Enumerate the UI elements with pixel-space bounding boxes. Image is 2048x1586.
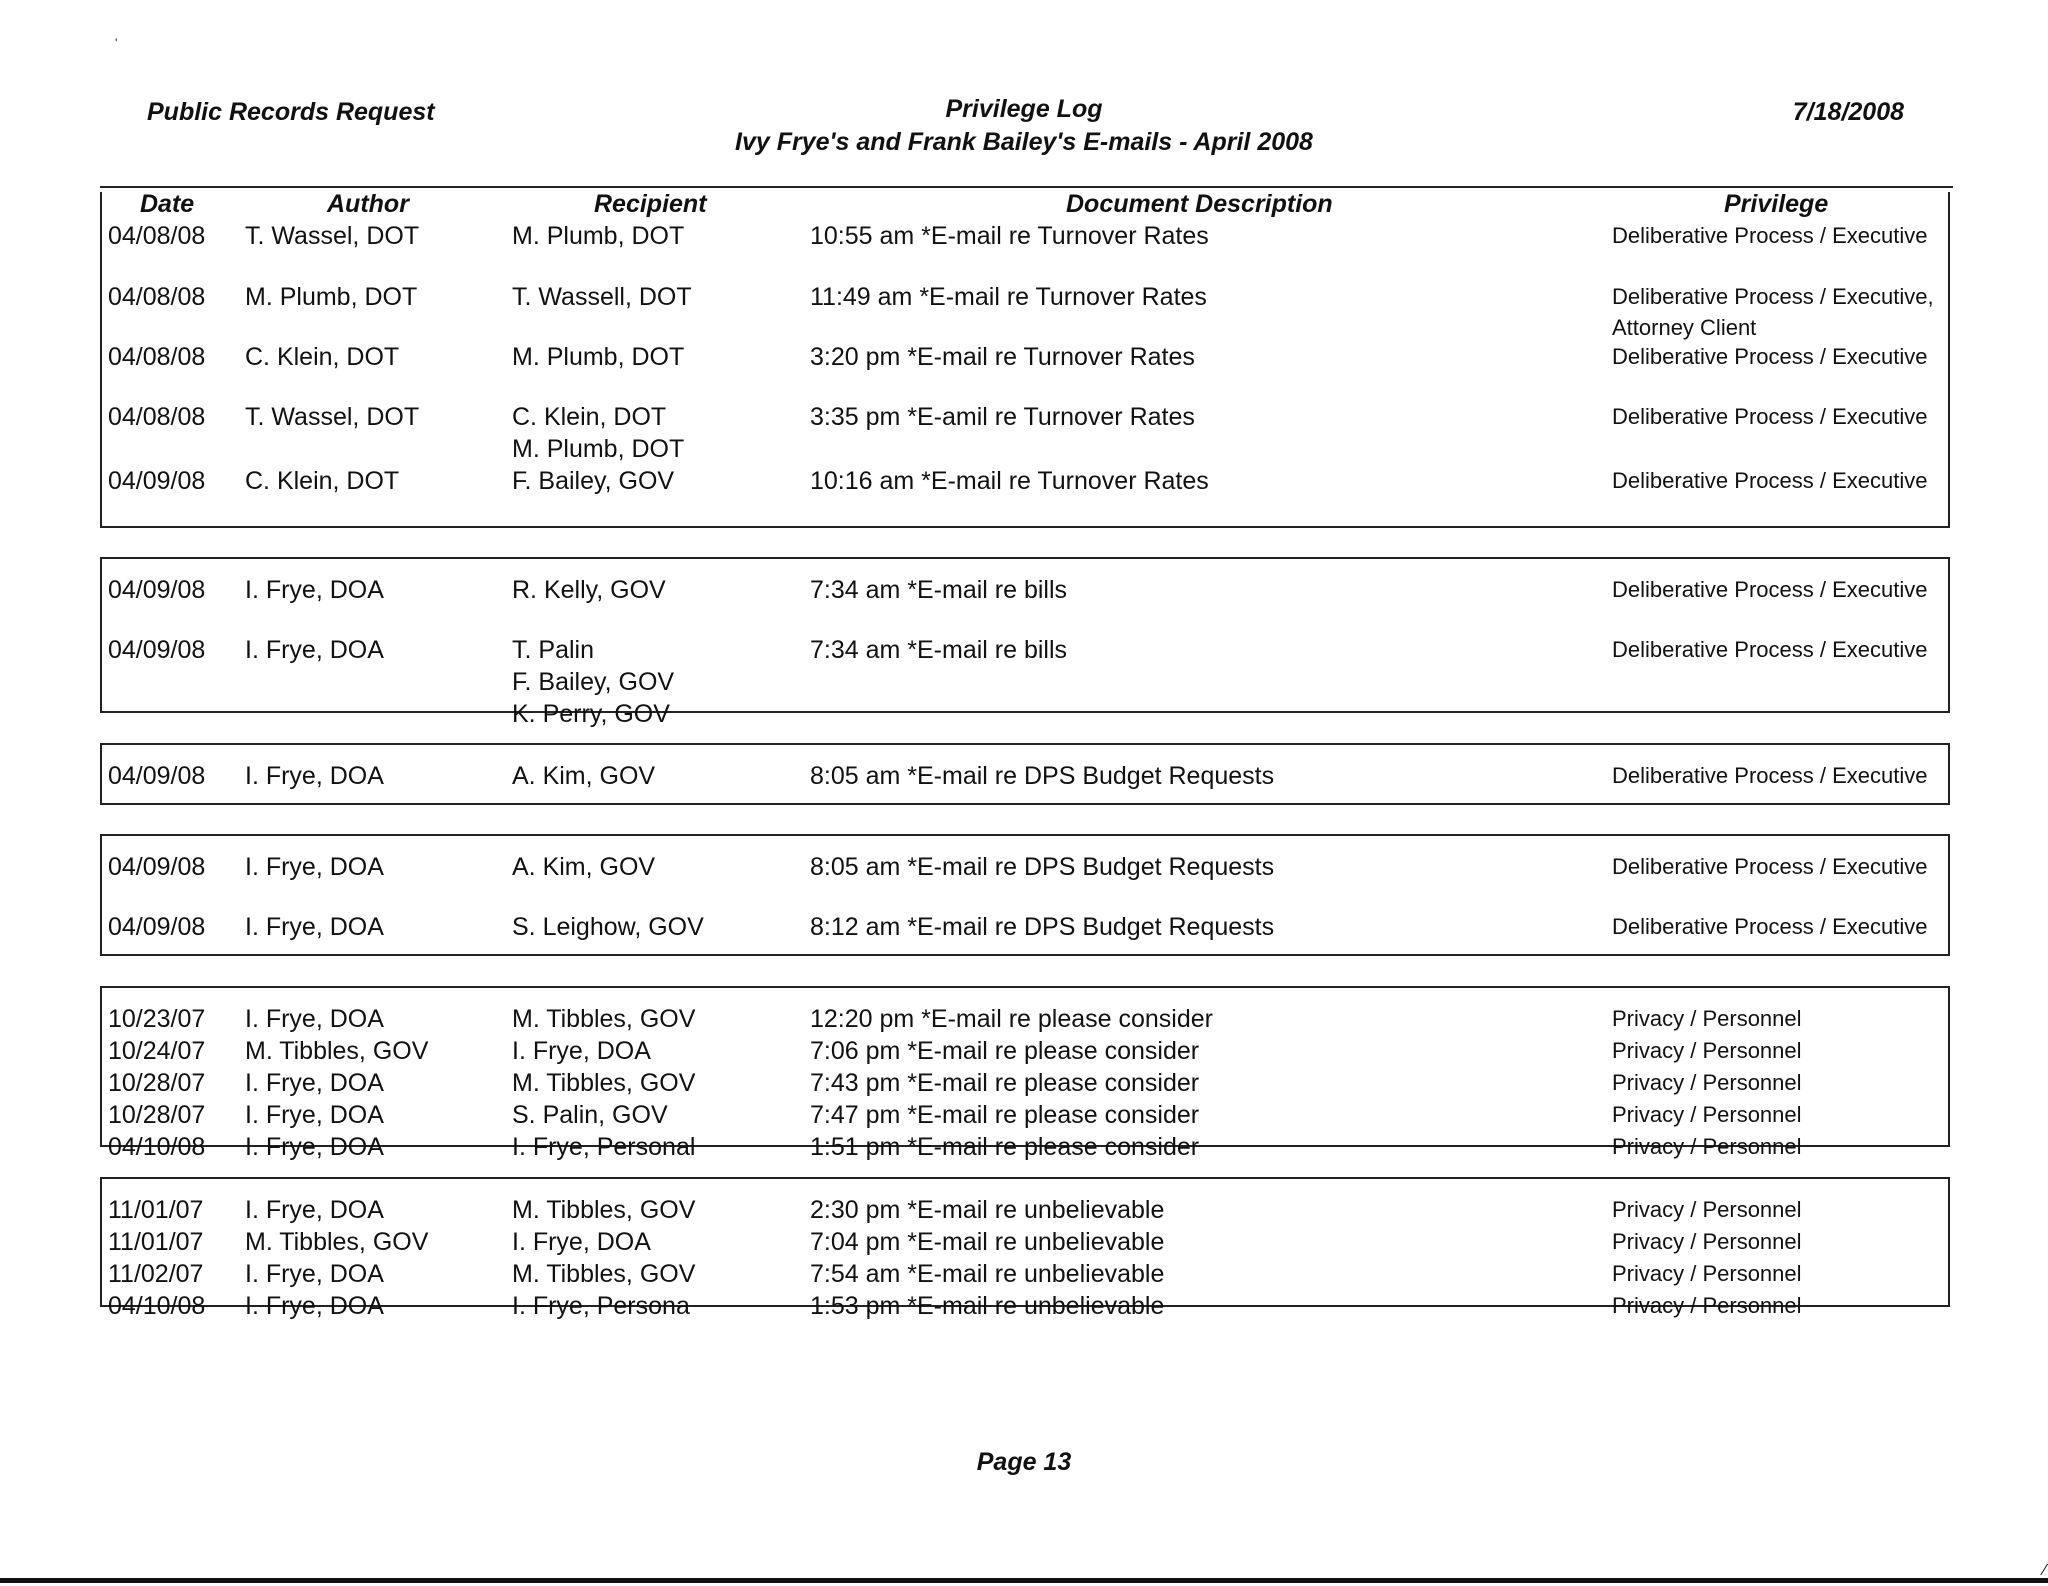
cell-description: 7:47 pm *E-mail re please consider bbox=[810, 1101, 1200, 1129]
header-rule bbox=[100, 186, 1953, 188]
cell-author: T. Wassel, DOT bbox=[245, 222, 420, 250]
cell-privilege bbox=[1612, 1003, 1802, 1034]
recipient-line: A. Kim, GOV bbox=[512, 853, 656, 881]
cell-author: I. Frye, DOA bbox=[245, 853, 384, 881]
cell-privilege bbox=[1612, 574, 1927, 605]
recipient-line: I. Frye, Personal bbox=[512, 1133, 696, 1161]
recipient-line: M. Plumb, DOT bbox=[512, 343, 685, 371]
column-header-recipient: Recipient bbox=[594, 190, 707, 218]
cell-privilege bbox=[1612, 1131, 1802, 1162]
cell-date: 04/09/08 bbox=[108, 762, 206, 790]
recipient-line: S. Leighow, GOV bbox=[512, 913, 704, 941]
cell-privilege bbox=[1612, 1258, 1802, 1289]
recipient-line: R. Kelly, GOV bbox=[512, 576, 666, 604]
cell-description: 8:05 am *E-mail re DPS Budget Requests bbox=[810, 762, 1275, 790]
recipient-line: S. Palin, GOV bbox=[512, 1101, 668, 1129]
privilege-line: Deliberative Process / Executive bbox=[1612, 854, 1928, 879]
cell-author: I. Frye, DOA bbox=[245, 1133, 384, 1161]
log-group bbox=[100, 1177, 1950, 1320]
cell-description: 7:43 pm *E-mail re please consider bbox=[810, 1069, 1200, 1097]
document-title: Privilege Log bbox=[945, 95, 1103, 123]
cell-description: 11:49 am *E-mail re Turnover Rates bbox=[810, 283, 1207, 311]
cell-date: 04/08/08 bbox=[108, 403, 206, 431]
cell-recipient bbox=[512, 760, 655, 792]
recipient-line: M. Plumb, DOT bbox=[512, 435, 685, 463]
cell-description: 7:04 pm *E-mail re unbelievable bbox=[810, 1228, 1165, 1256]
recipient-line: M. Plumb, DOT bbox=[512, 222, 685, 250]
cell-description: 8:12 am *E-mail re DPS Budget Requests bbox=[810, 913, 1275, 941]
privilege-line: Privacy / Personnel bbox=[1612, 1038, 1802, 1063]
recipient-line: M. Tibbles, GOV bbox=[512, 1005, 696, 1033]
cell-date: 11/01/07 bbox=[108, 1228, 204, 1256]
recipient-line: K. Perry, GOV bbox=[512, 700, 670, 728]
recipient-line: I. Frye, Persona bbox=[512, 1292, 690, 1320]
cell-description: 2:30 pm *E-mail re unbelievable bbox=[810, 1196, 1165, 1224]
bottom-rule bbox=[0, 1578, 2048, 1583]
cell-privilege bbox=[1612, 760, 1927, 791]
privilege-line: Deliberative Process / Executive bbox=[1612, 914, 1928, 939]
cell-recipient bbox=[512, 281, 692, 313]
cell-author: I. Frye, DOA bbox=[245, 1101, 384, 1129]
cell-recipient bbox=[512, 401, 684, 465]
cell-privilege bbox=[1612, 911, 1927, 942]
privilege-line: Privacy / Personnel bbox=[1612, 1293, 1802, 1318]
log-group bbox=[100, 557, 1950, 728]
privilege-line: Attorney Client bbox=[1612, 315, 1757, 340]
cell-date: 04/08/08 bbox=[108, 283, 206, 311]
cell-author: M. Tibbles, GOV bbox=[245, 1228, 429, 1256]
cell-description: 7:34 am *E-mail re bills bbox=[810, 576, 1068, 604]
cell-privilege bbox=[1612, 220, 1927, 251]
recipient-line: F. Bailey, GOV bbox=[512, 668, 675, 696]
cell-author: C. Klein, DOT bbox=[245, 343, 400, 371]
cell-description: 7:54 am *E-mail re unbelievable bbox=[810, 1260, 1165, 1288]
cell-privilege bbox=[1612, 851, 1927, 882]
privilege-line: Deliberative Process / Executive, bbox=[1612, 284, 1934, 309]
privilege-line: Privacy / Personnel bbox=[1612, 1070, 1802, 1095]
cell-description: 12:20 pm *E-mail re please consider bbox=[810, 1005, 1213, 1033]
privilege-line: Deliberative Process / Executive bbox=[1612, 404, 1928, 429]
cell-date: 04/08/08 bbox=[108, 343, 206, 371]
cell-recipient bbox=[512, 1131, 695, 1163]
recipient-line: M. Tibbles, GOV bbox=[512, 1260, 696, 1288]
cell-author: I. Frye, DOA bbox=[245, 636, 384, 664]
request-type-label: Public Records Request bbox=[147, 98, 435, 126]
cell-description: 10:55 am *E-mail re Turnover Rates bbox=[810, 222, 1209, 250]
cell-recipient bbox=[512, 634, 674, 730]
privilege-line: Privacy / Personnel bbox=[1612, 1261, 1802, 1286]
cell-recipient bbox=[512, 220, 684, 252]
cell-date: 04/10/08 bbox=[108, 1133, 206, 1161]
privilege-line: Deliberative Process / Executive bbox=[1612, 468, 1928, 493]
column-header-author: Author bbox=[327, 190, 409, 218]
document-title-block bbox=[0, 93, 2048, 159]
privilege-line: Privacy / Personnel bbox=[1612, 1229, 1802, 1254]
cell-date: 10/23/07 bbox=[108, 1005, 206, 1033]
cell-author: I. Frye, DOA bbox=[245, 1069, 384, 1097]
cell-recipient bbox=[512, 1067, 695, 1099]
scan-corner-mark: ⁄ bbox=[2043, 1562, 2046, 1579]
cell-date: 04/09/08 bbox=[108, 467, 206, 495]
cell-recipient bbox=[512, 1226, 651, 1258]
recipient-line: M. Tibbles, GOV bbox=[512, 1069, 696, 1097]
cell-description: 3:35 pm *E-amil re Turnover Rates bbox=[810, 403, 1195, 431]
page-number: Page 13 bbox=[976, 1448, 1072, 1476]
recipient-line: C. Klein, DOT bbox=[512, 403, 667, 431]
cell-privilege bbox=[1612, 1226, 1802, 1257]
cell-recipient bbox=[512, 1194, 695, 1226]
cell-recipient bbox=[512, 1099, 668, 1131]
privilege-line: Privacy / Personnel bbox=[1612, 1102, 1802, 1127]
cell-recipient bbox=[512, 911, 704, 943]
log-group bbox=[100, 743, 1950, 805]
cell-author: I. Frye, DOA bbox=[245, 1005, 384, 1033]
cell-privilege bbox=[1612, 281, 1934, 343]
log-group bbox=[100, 986, 1950, 1161]
cell-recipient bbox=[512, 1258, 695, 1290]
cell-date: 10/24/07 bbox=[108, 1037, 206, 1065]
recipient-line: I. Frye, DOA bbox=[512, 1228, 651, 1256]
cell-description: 8:05 am *E-mail re DPS Budget Requests bbox=[810, 853, 1275, 881]
cell-recipient bbox=[512, 465, 674, 497]
scan-mark: ' bbox=[115, 36, 118, 50]
cell-privilege bbox=[1612, 1067, 1802, 1098]
cell-date: 04/08/08 bbox=[108, 222, 206, 250]
privilege-line: Deliberative Process / Executive bbox=[1612, 577, 1928, 602]
cell-author: I. Frye, DOA bbox=[245, 1292, 384, 1320]
cell-privilege bbox=[1612, 1194, 1802, 1225]
cell-privilege bbox=[1612, 634, 1927, 665]
recipient-line: A. Kim, GOV bbox=[512, 762, 656, 790]
cell-description: 1:53 pm *E-mail re unbelievable bbox=[810, 1292, 1165, 1320]
privilege-line: Deliberative Process / Executive bbox=[1612, 637, 1928, 662]
cell-author: I. Frye, DOA bbox=[245, 1196, 384, 1224]
cell-recipient bbox=[512, 341, 684, 373]
cell-description: 3:20 pm *E-mail re Turnover Rates bbox=[810, 343, 1195, 371]
cell-privilege bbox=[1612, 1099, 1802, 1130]
cell-privilege bbox=[1612, 1035, 1802, 1066]
column-header-date: Date bbox=[140, 190, 195, 218]
cell-recipient bbox=[512, 574, 666, 606]
log-group bbox=[100, 834, 1950, 956]
document-subtitle: Ivy Frye's and Frank Bailey's E-mails - April 2008 bbox=[735, 128, 1313, 156]
column-header-description: Document Description bbox=[1066, 190, 1333, 218]
privilege-line: Deliberative Process / Executive bbox=[1612, 344, 1928, 369]
cell-description: 7:06 pm *E-mail re please consider bbox=[810, 1037, 1200, 1065]
privilege-line: Privacy / Personnel bbox=[1612, 1197, 1802, 1222]
recipient-line: F. Bailey, GOV bbox=[512, 467, 675, 495]
cell-date: 04/09/08 bbox=[108, 636, 206, 664]
cell-recipient bbox=[512, 1003, 695, 1035]
cell-description: 10:16 am *E-mail re Turnover Rates bbox=[810, 467, 1209, 495]
cell-privilege bbox=[1612, 465, 1927, 496]
cell-description: 1:51 pm *E-mail re please consider bbox=[810, 1133, 1200, 1161]
cell-privilege bbox=[1612, 1290, 1802, 1321]
privilege-line: Privacy / Personnel bbox=[1612, 1134, 1802, 1159]
cell-author: I. Frye, DOA bbox=[245, 762, 384, 790]
document-date: 7/18/2008 bbox=[1792, 98, 1904, 126]
cell-author: I. Frye, DOA bbox=[245, 1260, 384, 1288]
cell-author: C. Klein, DOT bbox=[245, 467, 400, 495]
cell-description: 7:34 am *E-mail re bills bbox=[810, 636, 1068, 664]
column-header-privilege: Privilege bbox=[1724, 190, 1829, 218]
cell-date: 04/09/08 bbox=[108, 576, 206, 604]
cell-author: T. Wassel, DOT bbox=[245, 403, 420, 431]
cell-date: 10/28/07 bbox=[108, 1101, 206, 1129]
cell-author: I. Frye, DOA bbox=[245, 913, 384, 941]
cell-date: 11/02/07 bbox=[108, 1260, 204, 1288]
cell-author: M. Plumb, DOT bbox=[245, 283, 418, 311]
cell-author: M. Tibbles, GOV bbox=[245, 1037, 429, 1065]
privilege-line: Privacy / Personnel bbox=[1612, 1006, 1802, 1031]
privilege-line: Deliberative Process / Executive bbox=[1612, 223, 1928, 248]
cell-author: I. Frye, DOA bbox=[245, 576, 384, 604]
recipient-line: T. Palin bbox=[512, 636, 594, 664]
cell-date: 04/10/08 bbox=[108, 1292, 206, 1320]
cell-recipient bbox=[512, 851, 655, 883]
recipient-line: T. Wassell, DOT bbox=[512, 283, 692, 311]
cell-privilege bbox=[1612, 341, 1927, 372]
cell-date: 11/01/07 bbox=[108, 1196, 204, 1224]
cell-recipient bbox=[512, 1035, 651, 1067]
recipient-line: M. Tibbles, GOV bbox=[512, 1196, 696, 1224]
privilege-line: Deliberative Process / Executive bbox=[1612, 763, 1928, 788]
cell-recipient bbox=[512, 1290, 690, 1322]
cell-date: 04/09/08 bbox=[108, 913, 206, 941]
cell-date: 10/28/07 bbox=[108, 1069, 206, 1097]
log-group bbox=[100, 192, 1950, 528]
recipient-line: I. Frye, DOA bbox=[512, 1037, 651, 1065]
cell-date: 04/09/08 bbox=[108, 853, 206, 881]
cell-privilege bbox=[1612, 401, 1927, 432]
